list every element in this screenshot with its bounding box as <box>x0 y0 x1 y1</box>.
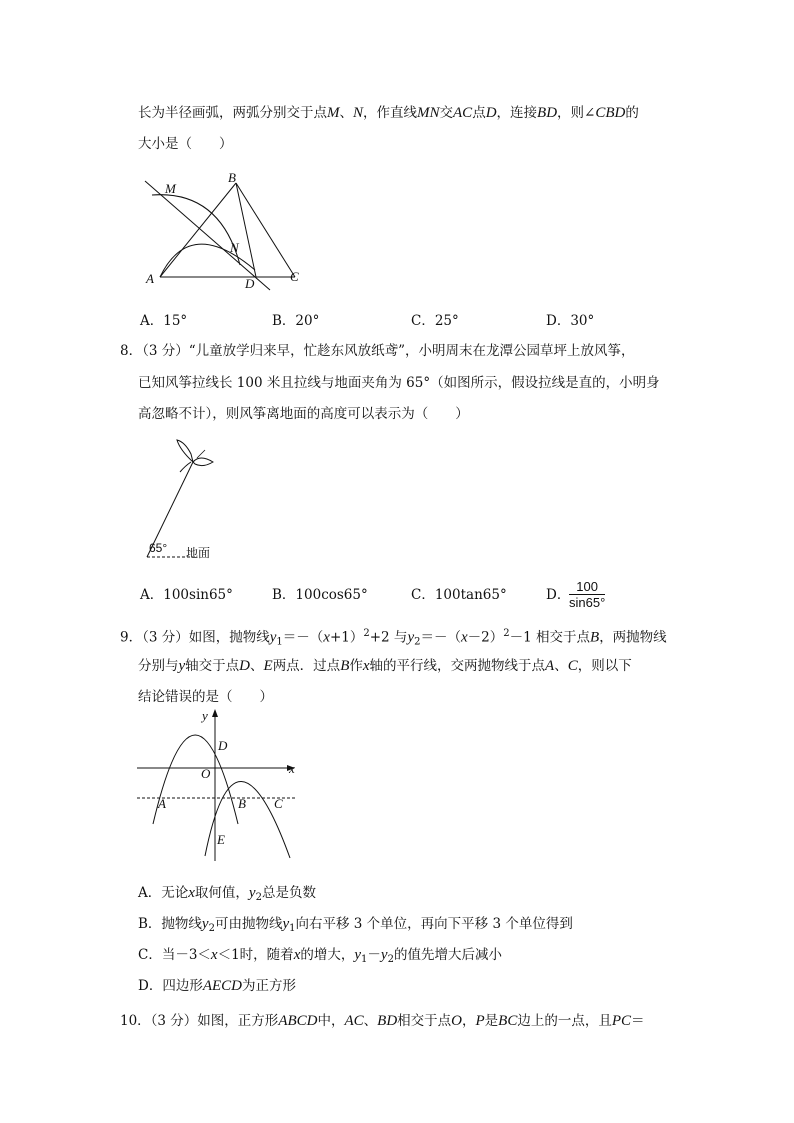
q9-text: 分别与 <box>138 658 179 674</box>
q9-var: E <box>263 658 273 674</box>
q10-text: 相交于点 <box>397 1013 452 1029</box>
q8-option-c[interactable]: C．100tan65° <box>411 587 507 603</box>
q9-opt-text: C．当－3＜ <box>138 947 211 963</box>
q8-option-a[interactable]: A．100sin65° <box>140 587 233 603</box>
q9-opt-text: － <box>367 947 381 963</box>
q9-opt-text: 总是负数 <box>261 885 316 901</box>
label-x: x <box>289 761 295 776</box>
q10-text: ＝ <box>631 1013 645 1029</box>
q9-var: y <box>178 658 186 674</box>
q9-option-c[interactable] <box>138 946 502 969</box>
q7-line2: 大小是（ ） <box>138 136 233 152</box>
q7-option-b[interactable]: B．20° <box>272 313 320 329</box>
q7-figure <box>140 165 310 295</box>
q8-figure <box>135 432 235 562</box>
q9-text: ＝－（ <box>282 629 324 646</box>
label-C: C <box>290 269 299 284</box>
q9-line3: 结论错误的是（ ） <box>138 689 273 705</box>
label-B: B <box>228 170 236 185</box>
q10-text: 、 <box>363 1013 378 1029</box>
q7-text: ，作直线 <box>363 105 418 121</box>
q9-opt-text: D．四边形 <box>138 978 203 994</box>
q10-var: BC <box>498 1013 518 1029</box>
q7-text: ，则∠ <box>557 105 596 121</box>
q10-text: 中， <box>317 1013 345 1029</box>
q9-var: y <box>201 916 209 932</box>
q8-frac-den: sin65° <box>569 595 606 610</box>
label-O: O <box>201 766 211 781</box>
q9-line2 <box>138 657 632 675</box>
q9-var: x <box>188 885 195 901</box>
q9-var: A <box>545 658 555 674</box>
q9-text: +2 与 <box>369 629 408 646</box>
q9-sub: 1 <box>276 636 283 648</box>
q9-var: y <box>282 916 290 932</box>
q7-option-d[interactable]: D．30° <box>546 313 595 329</box>
q9-text: ＝－（ <box>420 629 461 646</box>
q10-var: PC <box>611 1013 632 1029</box>
q9-text: 、 <box>554 658 568 674</box>
q9-text: 两点．过点 <box>272 658 341 674</box>
q9-var: B <box>590 629 600 646</box>
q9-line1 <box>120 625 667 652</box>
q9-var: B <box>340 658 350 674</box>
q7-var: M <box>327 105 340 121</box>
q8-option-d-prefix: D． <box>546 587 571 603</box>
q9-opt-text: 的增大， <box>300 947 355 963</box>
q9-var: C <box>567 658 578 674</box>
q9-opt-text: A．无论 <box>138 885 189 901</box>
q10-line1 <box>120 1012 645 1030</box>
q9-var: x <box>293 947 301 963</box>
q10-var: ABCD <box>278 1013 318 1029</box>
q9-var: x <box>460 629 468 646</box>
q9-var: y <box>269 629 277 646</box>
q9-sub: 2 <box>255 892 262 903</box>
label-B: B <box>238 796 246 811</box>
q10-text: 是 <box>484 1013 499 1029</box>
q9-sup: 2 <box>503 628 510 639</box>
q9-option-d[interactable] <box>138 977 296 995</box>
label-angle: 65° <box>149 541 168 555</box>
q10-text: 边上的一点，且 <box>517 1013 612 1029</box>
q9-text: －1 相交于点 <box>509 629 591 646</box>
q9-opt-text: 向右平移 3 个单位，再向下平移 3 个单位得到 <box>295 916 573 932</box>
q9-text: 作 <box>349 658 363 674</box>
q7-text: 的 <box>625 105 639 121</box>
q10-text: 10．（3 分）如图，正方形 <box>120 1013 279 1029</box>
q8-option-d-fraction <box>569 579 605 610</box>
q9-opt-text: 为正方形 <box>242 978 296 994</box>
label-D: D <box>218 738 228 753</box>
q9-opt-text: 取何值， <box>194 885 249 901</box>
q7-var: CBD <box>595 105 626 121</box>
q7-var: N <box>353 105 364 121</box>
label-y: y <box>202 708 208 723</box>
q7-text: 点 <box>472 105 486 121</box>
q9-var: y <box>248 885 256 901</box>
q9-var: y <box>407 629 415 646</box>
q9-var: x <box>210 947 218 963</box>
q9-var: y <box>354 947 362 963</box>
q9-opt-text: ＜1时，随着 <box>217 947 294 963</box>
q9-sub: 1 <box>361 954 368 965</box>
q9-option-a[interactable] <box>138 884 316 907</box>
q7-var: AC <box>453 105 473 121</box>
q7-text: 交 <box>439 105 454 121</box>
label-E: E <box>217 832 225 847</box>
q9-opt-text: 的值先增大后减小 <box>393 947 502 963</box>
q8-option-d[interactable] <box>546 586 570 604</box>
q9-figure <box>135 706 310 866</box>
label-D: D <box>245 276 255 291</box>
q9-var: y <box>380 947 388 963</box>
q7-var: MN <box>417 105 440 121</box>
label-N: N <box>230 240 239 255</box>
label-A: A <box>146 271 154 286</box>
q7-option-c[interactable]: C．25° <box>411 313 459 329</box>
q7-var: D <box>485 105 497 121</box>
q8-option-b[interactable]: B．100cos65° <box>272 587 368 603</box>
q9-sub: 1 <box>289 923 296 934</box>
q7-var: BD <box>537 105 558 121</box>
q9-sub: 2 <box>414 636 421 648</box>
q9-opt-text: B．抛物线 <box>138 916 202 932</box>
q10-var: AC <box>344 1013 364 1029</box>
q8-frac-num: 100 <box>569 579 605 595</box>
q9-text: 9．（3 分）如图，抛物线 <box>120 629 270 646</box>
q8-line1: 8．（3 分）“儿童放学归来早，忙趁东风放纸鸢”，小明周末在龙潭公园草坪上放风筝， <box>120 343 635 359</box>
q9-text: ，两抛物线 <box>599 629 667 646</box>
q8-line3: 高忽略不计），则风筝离地面的高度可以表示为（ ） <box>138 406 469 422</box>
q10-var: BD <box>377 1013 398 1029</box>
q7-text: 、 <box>339 105 353 121</box>
q9-text: －2） <box>467 629 504 646</box>
q9-var: x <box>323 629 330 646</box>
q10-var: P <box>475 1013 485 1029</box>
q9-option-b[interactable] <box>138 915 573 938</box>
ground-label: 地面 <box>186 546 211 560</box>
q9-text: 、 <box>250 658 264 674</box>
q9-sup: 2 <box>363 628 370 639</box>
q9-sub: 2 <box>208 923 215 934</box>
q7-text: 长为半径画弧，两弧分别交于点 <box>138 105 327 121</box>
label-M: M <box>165 181 176 196</box>
q7-option-a[interactable]: A．15° <box>140 313 188 329</box>
q9-var: AECD <box>202 978 242 994</box>
q8-line2: 已知风筝拉线长 100 米且拉线与地面夹角为 65°（如图所示，假设拉线是直的，小明身 <box>138 375 660 391</box>
q9-text: 轴交于点 <box>185 658 240 674</box>
q9-sub: 2 <box>387 954 394 965</box>
q9-var: x <box>362 658 370 674</box>
q9-text: +1） <box>329 629 364 646</box>
q7-text: ，连接 <box>496 105 538 121</box>
q9-text: 轴的平行线，交两抛物线于点 <box>369 658 546 674</box>
q10-text: ， <box>462 1013 476 1029</box>
label-A: A <box>158 796 166 811</box>
q9-text: ，则以下 <box>577 658 632 674</box>
q9-var: D <box>239 658 251 674</box>
q7-line1 <box>138 104 639 122</box>
q9-opt-text: 可由抛物线 <box>214 916 283 932</box>
label-C: C <box>274 796 283 811</box>
q10-var: O <box>451 1013 462 1029</box>
